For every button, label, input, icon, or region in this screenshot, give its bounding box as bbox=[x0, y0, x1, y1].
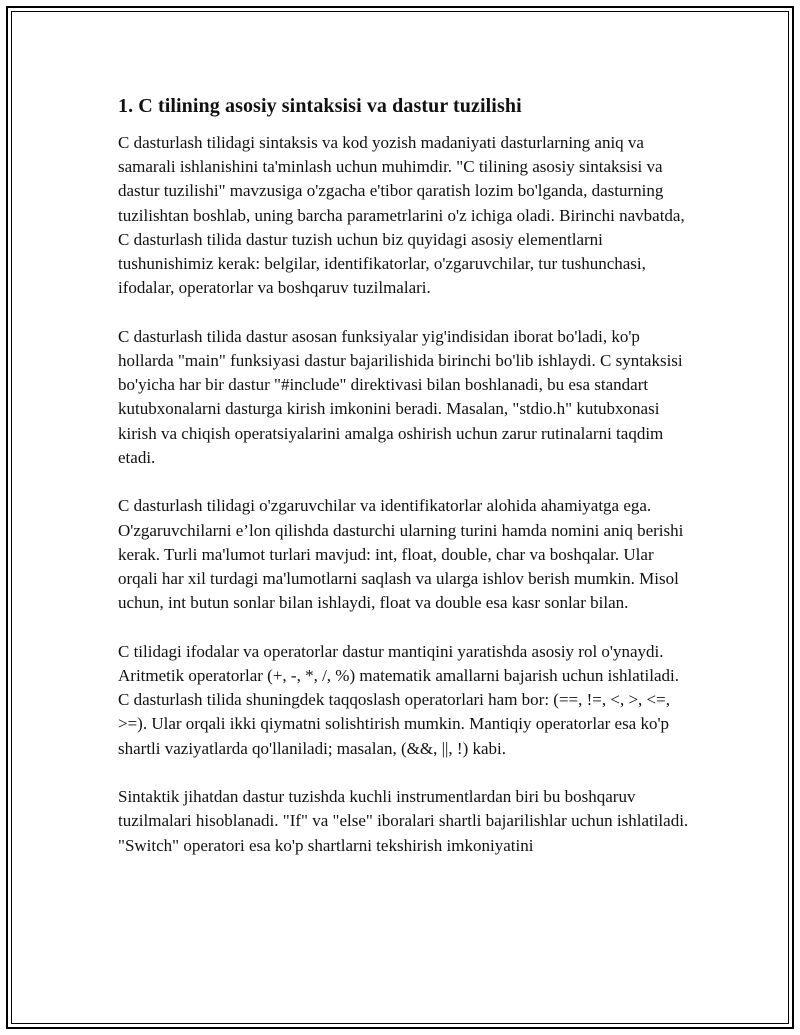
paragraph-program-structure: C dasturlash tilida dastur asosan funksiyalar yig'indisidan iborat bo'ladi, ko'p hollarda "main" funksiyasi dastur bajarilishida birinchi bo'lib ishlaydi. C syntaksisi bo'yicha har bir dastur "#include" direktivasi bilan boshlanadi, bu esa standart kutubxonalarni dasturga kirish imkonini beradi. Masalan, "stdio.h" kutubxonasi kirish va chiqish operatsiyalarini amalga oshirish uchun zarur rutinalarni taqdim etadi. bbox=[118, 326, 683, 467]
paragraph-control-structures: Sintaktik jihatdan dastur tuzishda kuchli instrumentlardan biri bu boshqaruv tuzilmalari hisoblanadi. "If" va "else" iboralari shartli bajarilishlar uchun ishlatiladi. "Switch" operatori esa ko'p shartlarni tekshirish imkoniyatini bbox=[118, 787, 689, 855]
paragraph-variables-identifiers: C dasturlash tilidagi o'zgaruvchilar va identifikatorlar alohida ahamiyatga ega. O'zgaruvchilarni e’lon qilishda dasturchi ularning turini hamda nomini aniq berishi kerak. Turli ma'lumot turlari mavjud: int, float, double, char va boshqalar. Ular orqali har xil turdagi ma'lumotlarni saqlash va ularga ishlov berish mumkin. Misol uchun, int butun sonlar bilan ishlaydi, float va double esa kasr sonlar bilan. bbox=[118, 496, 684, 613]
section-title: 1. C tilining asosiy sintaksisi va dastur tuzilishi bbox=[118, 95, 522, 117]
paragraph-syntax-intro: C dasturlash tilidagi sintaksis va kod yozish madaniyati dasturlarning aniq va samarali ishlanishini ta'minlash uchun muhimdir. "C tilining asosiy sintaksisi va dastur tuzilishi" mavzusiga o'zgacha e'tibor qaratish lozim bo'lganda, dasturning tuzilishtan boshlab, uning barcha parametrlarini o'z ichiga oladi. Birinchi navbatda, C dasturlash tilida dastur tuzish uchun biz quyidagi asosiy elementlarni tushunishimiz kerak: belgilar, identifikatorlar, o'zgaruvchilar, tur tushunchasi, ifodalar, operatorlar va boshqaruv tuzilmalari. bbox=[118, 133, 685, 298]
paragraph-expressions-operators: C tilidagi ifodalar va operatorlar dastur mantiqini yaratishda asosiy rol o'ynaydi. Aritmetik operatorlar (+, -, *, /, %) matematik amallarni bajarish uchun ishlatiladi. C dasturlash tilida shuningdek taqqoslash operatorlari ham bor: (==, !=, <, >, <=, >=). Ular orqali ikki qiymatni solishtirish mumkin. Mantiqiy operatorlar esa ko'p shartli vaziyatlarda qo'llaniladi; masalan, (&&, ||, !) kabi. bbox=[118, 641, 679, 758]
document-body bbox=[118, 93, 690, 882]
